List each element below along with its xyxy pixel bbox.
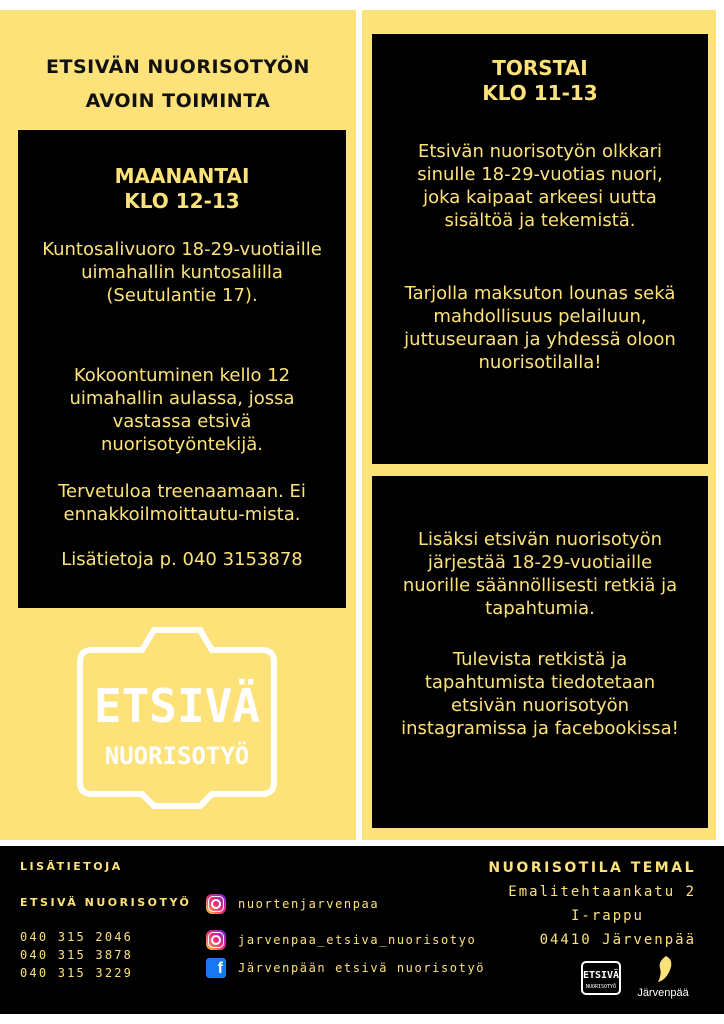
monday-day: MAANANTAI <box>114 164 250 188</box>
events-card <box>372 476 708 828</box>
info-label: LISÄTIETOJA <box>20 860 123 873</box>
venue-address-2: I-rappu <box>570 908 644 924</box>
title-line-1: ETSIVÄN NUORISOTYÖN <box>46 56 310 78</box>
thursday-paragraph-1: Etsivän nuorisotyön olkkari sinulle 18-29-vuotias nuori, joka kaipaat arkeesi uutta sisältöä ja tekemistä. <box>417 141 663 231</box>
events-paragraph-1: Lisäksi etsivän nuorisotyön järjestää 18-29-vuotiaille nuorille säännöllisesti retkiä ja tapahtumia. <box>402 529 678 619</box>
monday-card <box>18 130 346 608</box>
logo-word-2: NUORISOTYÖ <box>104 742 250 770</box>
small-logo-word-1: ETSIVÄ <box>582 970 620 981</box>
footer <box>0 846 724 1014</box>
etsiva-small-logo <box>580 958 622 998</box>
instagram-link-1[interactable]: nuortenjarvenpaa <box>238 897 380 911</box>
org-label: ETSIVÄ NUORISOTYÖ <box>20 896 192 909</box>
thursday-time: KLO 11-13 <box>482 81 598 105</box>
thursday-paragraph-2: Tarjolla maksuton lounas sekä mahdollisuus pelailuun, juttuseuraan ja yhdessä oloon nuorisotilalla! <box>404 283 676 373</box>
page-title <box>0 50 356 118</box>
monday-paragraph-1: Kuntosalivuoro 18-29-vuotiaille uimahallin kuntosalilla (Seutulantie 17). <box>42 239 322 306</box>
facebook-link[interactable]: Järvenpään etsivä nuorisotyö <box>238 961 486 975</box>
monday-paragraph-3: Tervetuloa treenaamaan. Ei ennakkoilmoittautu-mista. <box>58 481 306 525</box>
thursday-card <box>372 34 708 464</box>
instagram-icon[interactable] <box>206 930 226 950</box>
monday-time: KLO 12-13 <box>124 189 240 213</box>
events-paragraph-2: Tulevista retkistä ja tapahtumista tiedotetaan etsivän nuorisotyön instagramissa ja facebookissa! <box>401 649 679 739</box>
venue-address-3: 04410 Järvenpää <box>539 932 696 948</box>
venue-name: NUORISOTILA TEMAL <box>488 860 696 876</box>
title-line-2: AVOIN TOIMINTA <box>85 90 271 112</box>
city-logo-text: Järvenpää <box>637 987 689 999</box>
logo-word-1: ETSIVÄ <box>93 679 261 733</box>
venue-address-1: Emalitehtaankatu 2 <box>508 884 696 900</box>
facebook-icon[interactable]: f <box>206 958 226 978</box>
thursday-heading <box>372 56 708 106</box>
etsiva-nuorisotyo-logo <box>72 622 282 812</box>
monday-heading <box>18 164 346 214</box>
instagram-link-2[interactable]: jarvenpaa_etsiva_nuorisotyo <box>238 933 477 947</box>
phone-1: 040 315 2046 <box>20 930 134 944</box>
monday-paragraph-2: Kokoontuminen kello 12 uimahallin aulassa, jossa vastassa etsivä nuorisotyöntekijä. <box>69 365 295 455</box>
thursday-day: TORSTAI <box>492 56 588 80</box>
monday-phone: Lisätietoja p. 040 3153878 <box>61 549 303 570</box>
phone-2: 040 315 3878 <box>20 948 134 962</box>
small-logo-word-2: NUORISOTYÖ <box>585 984 617 990</box>
instagram-icon[interactable] <box>206 894 226 914</box>
phone-3: 040 315 3229 <box>20 966 134 980</box>
jarvenpaa-city-logo <box>632 954 694 1002</box>
